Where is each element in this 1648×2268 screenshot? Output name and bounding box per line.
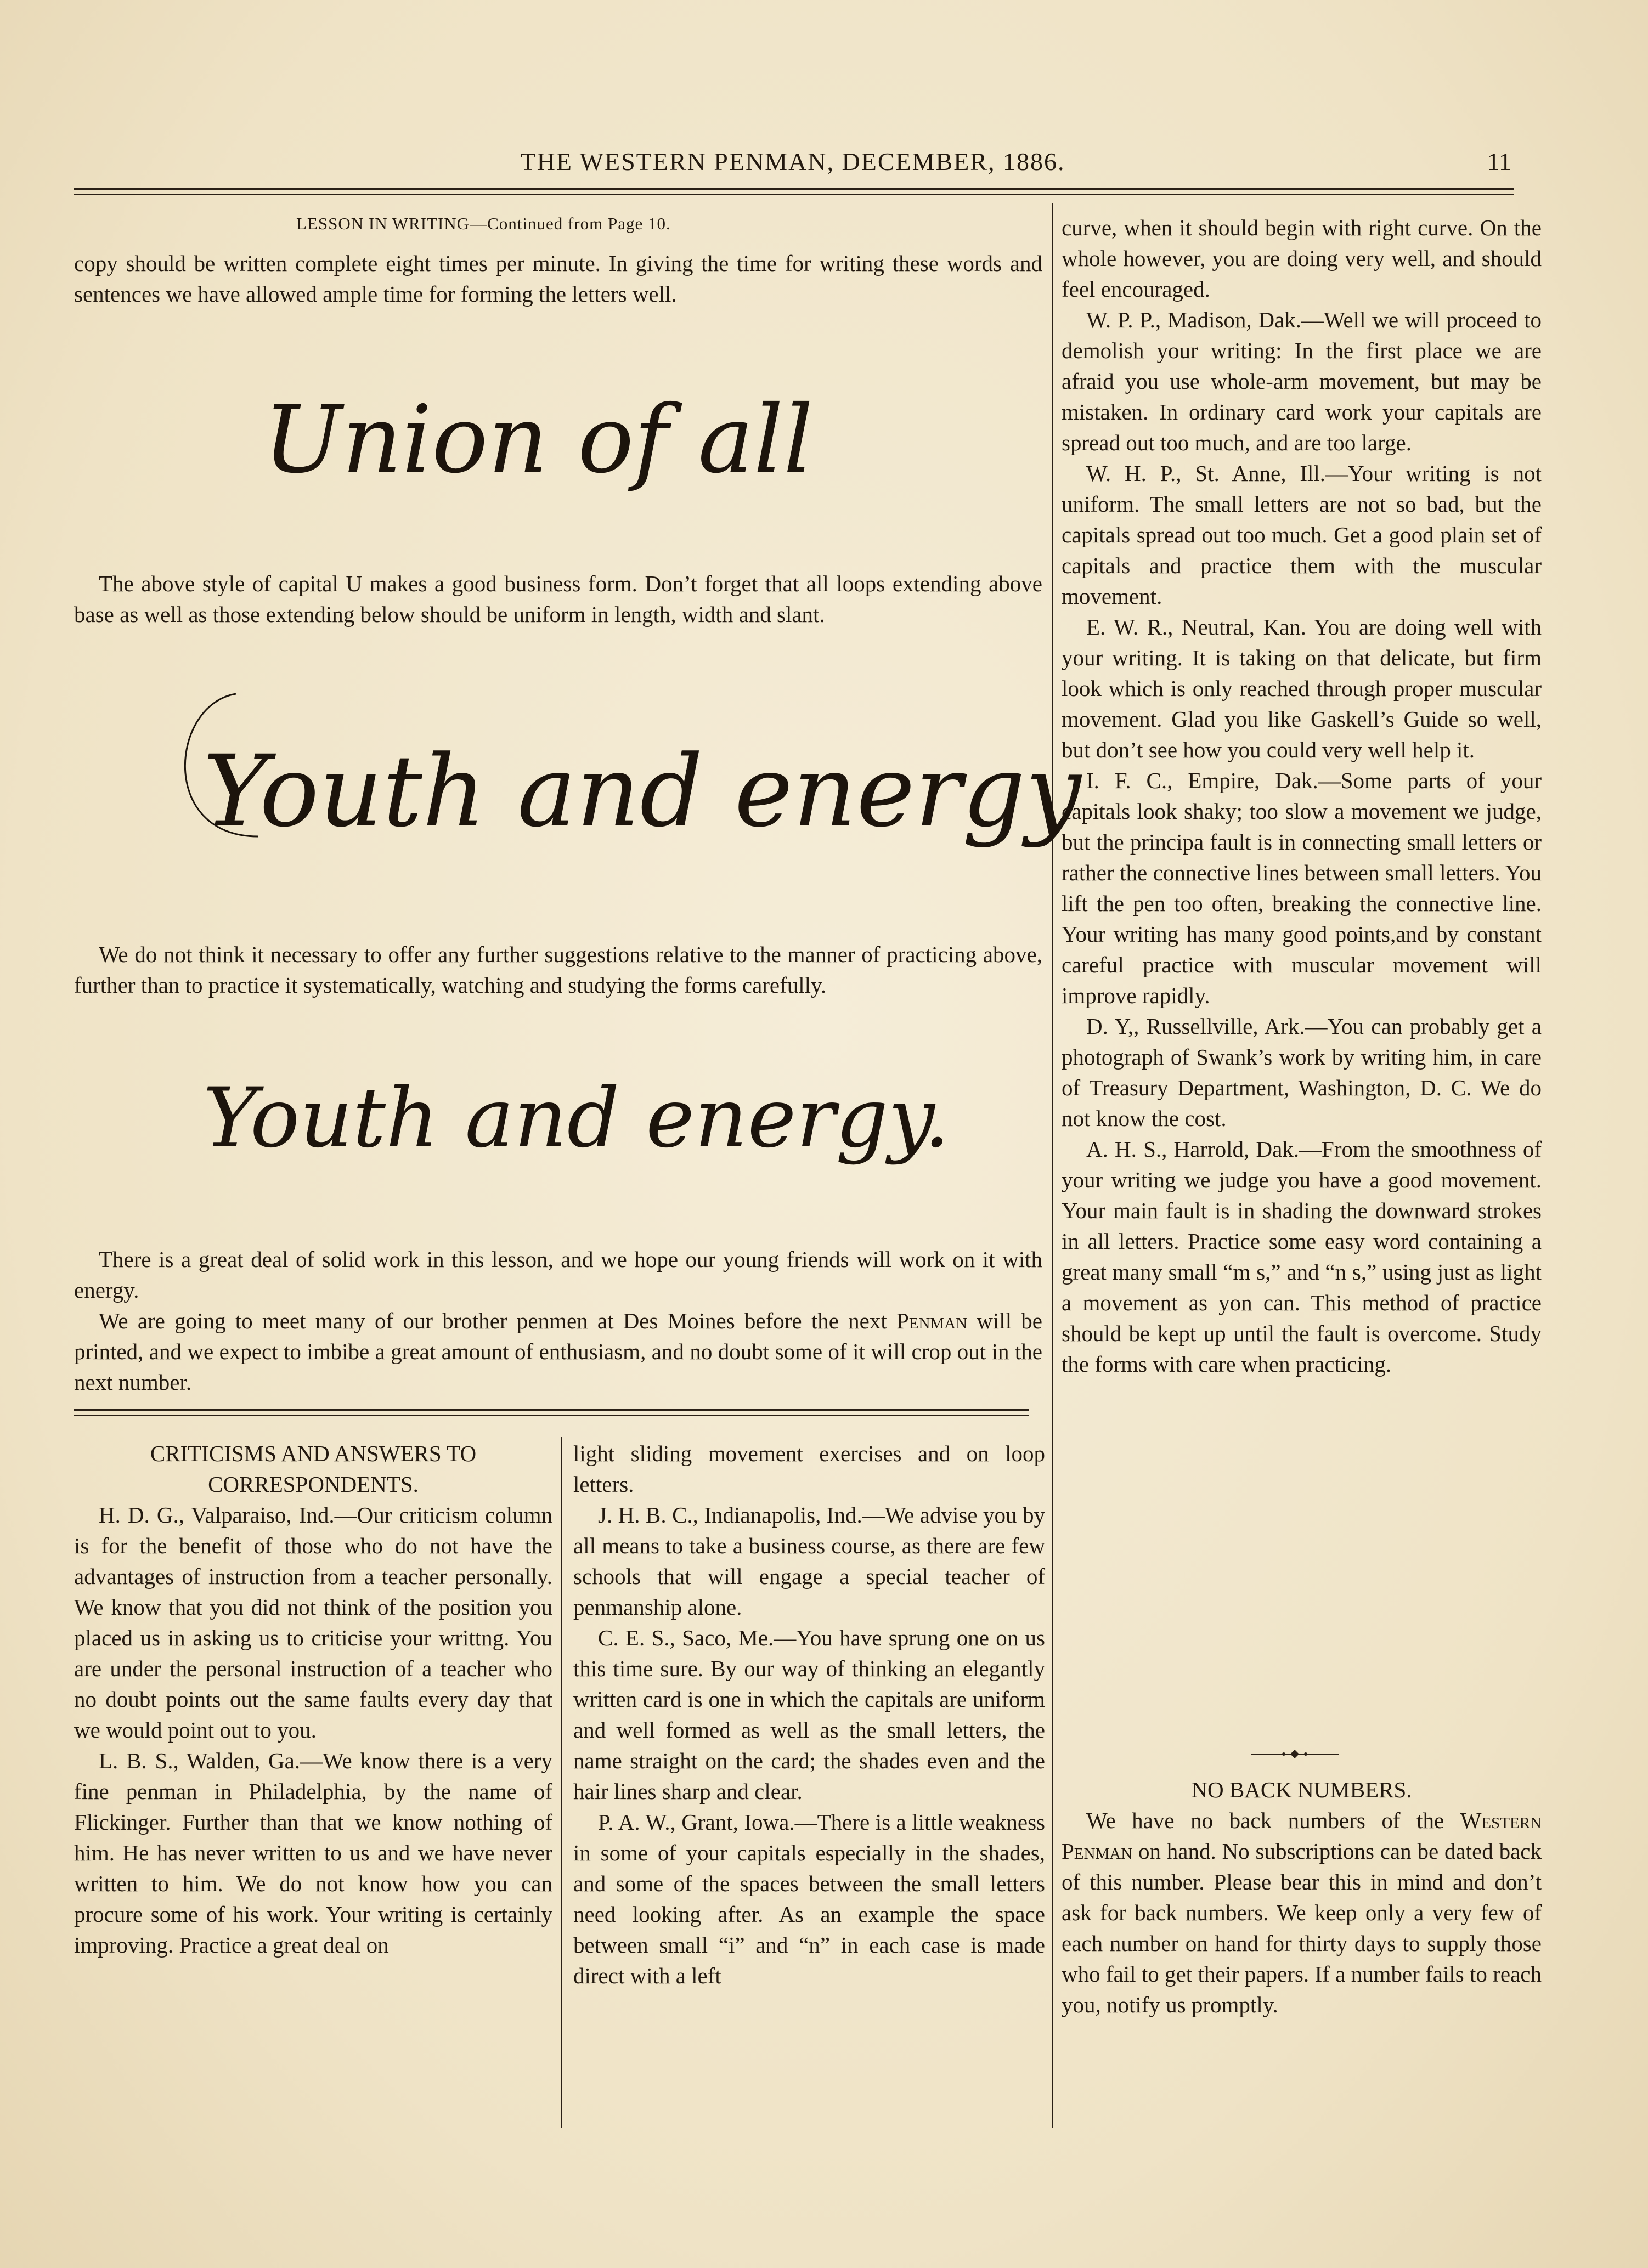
section-ornament: [1251, 1749, 1339, 1760]
criticism-paw-continued: curve, when it should begin with right curve. On the whole however, you are doing very well, and should feel encouraged.: [1062, 215, 1542, 302]
back-numbers-smallcaps: Western Penman: [1062, 1808, 1542, 1864]
criticism-entry-wpp: W. P. P., Madison, Dak.—Well we will proceed to demolish your writing: In the first place we are afraid you use whole-arm movement, but may be mistaken. In ordinary card work your capitals are spread out too much, and are too large.: [1062, 307, 1542, 455]
column-divider-main: [1052, 203, 1053, 2128]
lesson-para-4: [74, 1305, 1042, 1398]
criticism-entry-ifc: I. F. C., Empire, Dak.—Some parts of your capitals look shaky; too slow a movement we judge, but the principa fault is in connecting small letters or rather the connective lines between small letters. You lift the pen too often, breaking the connective line. Your writing has many good points,and by constant careful practice with muscular movement will improve rapidly.: [1062, 768, 1542, 1008]
page-number: 11: [1487, 148, 1511, 176]
lesson-para-4-smallcaps: Penman: [896, 1308, 968, 1333]
page-header: [74, 147, 1511, 185]
lesson-para-3-4: [74, 1244, 1042, 1398]
criticisms-column-1: [74, 1438, 552, 1960]
criticisms-column-2: [573, 1438, 1045, 1991]
back-numbers-text-b: on hand. No subscriptions can be dated back of this number. Please bear this in mind and don’t ask for back numbers. We keep only a very few of each number on hand for thirty days to supply those who fail to get their papers. If a number fails to reach you, notify us promptly.: [1062, 1839, 1542, 2017]
lesson-para-1: [74, 568, 1042, 630]
lesson-end-rule-bottom: [74, 1415, 1029, 1416]
criticism-entry-jhbc: J. H. B. C., Indianapolis, Ind.—We advise you by all means to take a business course, as there are few schools that will engage a special teacher of penmanship alone.: [573, 1502, 1045, 1620]
lesson-para-3-text: There is a great deal of solid work in this lesson, and we hope our young friends will work on it with energy.: [74, 1247, 1042, 1303]
criticism-entry-dy: D. Y,, Russellville, Ark.—You can probably get a photograph of Swank’s work by writing him, in care of Treasury Department, Washington, D. C. We do not know the cost.: [1062, 1014, 1542, 1131]
header-rule-top: [74, 188, 1514, 190]
specimen-youth-and-energy-flourished-text: Youth and energy: [203, 734, 1081, 849]
lesson-para-4-part-b: will be printed, and we expect to imbibe a great amount of enthusiasm, and no doubt some of it will crop out in the next number.: [74, 1308, 1042, 1395]
column-divider-lower: [561, 1437, 562, 2128]
criticism-entry-ewr: E. W. R., Neutral, Kan. You are doing well with your writing. It is taking on that delicate, but firm look which is only reached through proper muscular movement. Glad you like Gaskell’s Guide so well, but don’t see how you could very well help it.: [1062, 614, 1542, 762]
header-rule-bottom: [74, 194, 1514, 195]
lesson-para-1-text: The above style of capital U makes a good business form. Don’t forget that all loops extending above base as well as those extending below should be uniform in length, width and slant.: [74, 571, 1042, 627]
lesson-para-2-text: We do not think it necessary to offer any further suggestions relative to the manner of practicing above, further than to practice it systematically, watching and studying the forms carefully.: [74, 942, 1042, 998]
lesson-end-rule-top: [74, 1409, 1029, 1411]
lesson-caption: LESSON IN WRITING—Continued from Page 10.: [296, 214, 671, 233]
criticisms-heading: CRITICISMS AND ANSWERS TO CORRESPONDENTS.: [150, 1441, 477, 1497]
criticism-continuation: light sliding movement exercises and on loop letters.: [573, 1441, 1045, 1497]
criticism-entry-whp: W. H. P., St. Anne, Ill.—Your writing is not uniform. The small letters are not so bad, but the capitals spread out too much. Get a good plain set of capitals and practice them with the muscular movement.: [1062, 461, 1542, 609]
back-numbers-notice: [1062, 1774, 1542, 2020]
specimen-union-of-all-text: Union of all: [263, 386, 814, 494]
specimen-youth-and-energy-plain-text: Youth and energy.: [203, 1071, 950, 1166]
back-numbers-text-a: We have no back numbers of the: [1086, 1808, 1460, 1833]
criticism-entry-hdg: H. D. G., Valparaiso, Ind.—Our criticism column is for the benefit of those who do not have the advantages of instruction from a teacher personally. We know that you did not think of the position you placed us in asking us to criticise your writtng. You are under the personal instruction of a teacher who no doubt points out the same faults every day that we would point out to you.: [74, 1502, 552, 1743]
back-numbers-body: [1062, 1805, 1542, 2020]
back-numbers-heading: NO BACK NUMBERS.: [1191, 1777, 1412, 1802]
criticism-entry-ces: C. E. S., Saco, Me.—You have sprung one on us this time sure. By our way of thinking an elegantly written card is one in which the capitals are uniform and well formed as well as the small letters, the name straight on the card; the shades even and the hair lines sharp and clear.: [573, 1625, 1045, 1804]
criticism-entry-ahs: A. H. S., Harrold, Dak.—From the smoothness of your writing we judge you have a good movement. Your main fault is in shading the downward strokes in all letters. Practice some easy word containing a great many small “m s,” and “n s,” using just as light a movement as yon can. This method of practice should be kept up until the fault is overcome. Study the forms with care when practicing.: [1062, 1136, 1542, 1377]
criticism-entry-paw: P. A. W., Grant, Iowa.—There is a little weakness in some of your capitals especially in the shades, and some of the spaces between the small letters need looking after. As an example the space between small “i” and “n” in each case is made direct with a left: [573, 1809, 1045, 1988]
script-specimen-youth-and-energy-plain: [181, 1042, 977, 1234]
script-specimen-union-of-all: [241, 351, 845, 565]
lesson-para-2: [74, 939, 1042, 1000]
script-specimen-youth-and-energy-flourished: [148, 672, 1081, 924]
lesson-para-4-part-a: We are going to meet many of our brother penmen at Des Moines before the next: [99, 1308, 896, 1333]
lesson-intro: [74, 248, 1042, 309]
criticisms-column-3: [1062, 212, 1542, 1379]
masthead-title: THE WESTERN PENMAN, DECEMBER, 1886.: [520, 148, 1065, 176]
criticism-entry-lbs: L. B. S., Walden, Ga.—We know there is a very fine penman in Philadelphia, by the name of Flickinger. Further than that we know nothing of him. He has never written to us and we have never written to him. We do not know how you can procure some of his work. Your writing is certainly improving. Practice a great deal on: [74, 1748, 552, 1958]
lesson-intro-text: copy should be written complete eight times per minute. In giving the time for writing these words and sentences we have allowed ample time for forming the letters well.: [74, 251, 1042, 307]
